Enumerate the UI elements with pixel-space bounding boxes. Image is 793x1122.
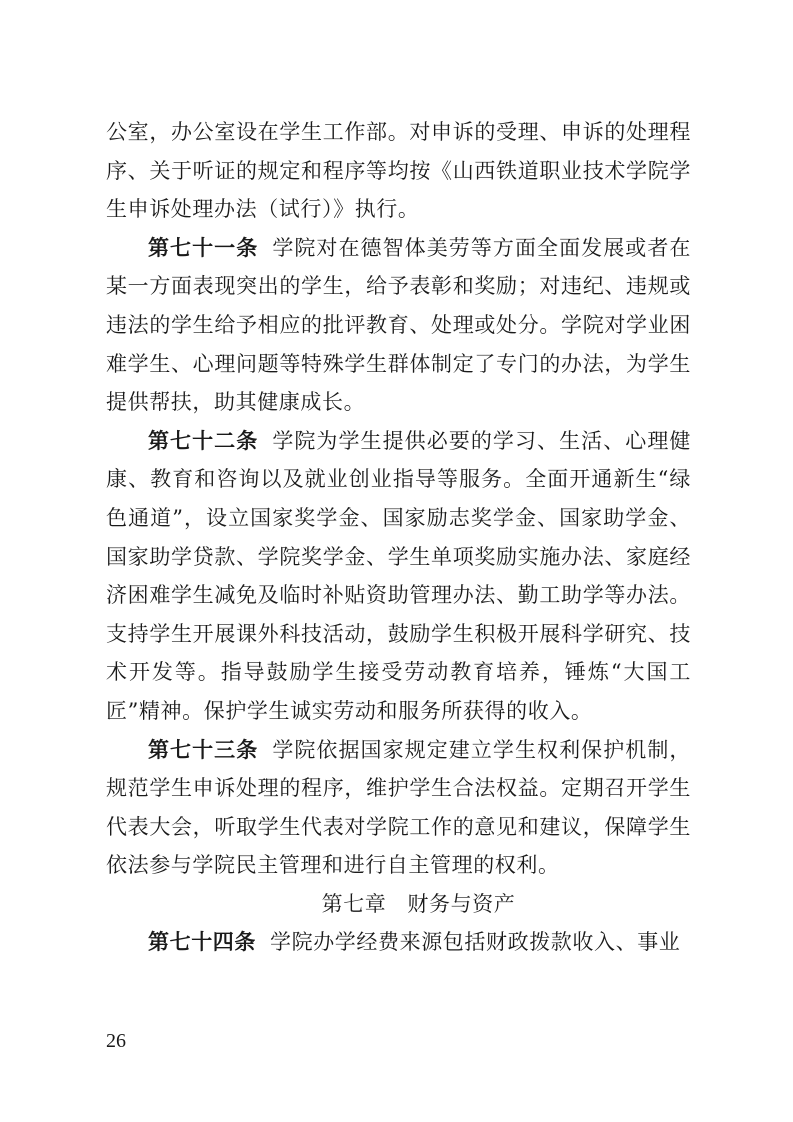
- page-number: 26: [106, 1030, 126, 1052]
- article-72: [106, 422, 691, 731]
- chapter-title: 财务与资产: [407, 891, 516, 916]
- article-74: [106, 923, 691, 962]
- chapter-heading: [106, 885, 691, 924]
- chapter-number: 第七章: [321, 891, 387, 916]
- article-text: 学院依据国家规定建立学生权利保护机制，规范学生申诉处理的程序，维护学生合法权益。定期召开学生代表大会，听取学生代表对学院工作的意见和建议，保障学生依法参与学院民主管理和进行自主管理的权利。: [106, 737, 692, 878]
- article-text: 学院办学经费来源包括财政拨款收入、事业: [270, 930, 681, 955]
- article-heading: 第七十二条: [148, 427, 259, 453]
- paragraph-text: 公室，办公室设在学生工作部。对申诉的受理、申诉的处理程序、关于听证的规定和程序等均按《山西铁道职业技术学院学生申诉处理办法（试行）》执行。: [106, 120, 691, 222]
- article-73: [106, 731, 691, 885]
- article-heading: 第七十三条: [148, 736, 259, 762]
- page-body: [106, 113, 691, 962]
- article-text: 学院为学生提供必要的学习、生活、心理健康、教育和咨询以及就业创业指导等服务。全面开通新生“绿色通道”，设立国家奖学金、国家励志奖学金、国家助学金、国家助学贷款、学院奖学金、学生单项奖励实施办法、家庭经济困难学生减免及临时补贴资助管理办法、勤工助学等办法。支持学生开展课外科技活动，鼓励学生积极开展科学研究、技术开发等。指导鼓励学生接受劳动教育培养，锤炼“大国工匠”精神。保护学生诚实劳动和服务所获得的收入。: [106, 428, 692, 723]
- article-heading: 第七十四条: [148, 929, 256, 955]
- paragraph-continuation: [106, 113, 691, 229]
- article-heading: 第七十一条: [148, 234, 259, 260]
- article-71: [106, 229, 691, 422]
- article-text: 学院对在德智体美劳等方面全面发展或者在某一方面表现突出的学生，给予表彰和奖励；对违纪、违规或违法的学生给予相应的批评教育、处理或处分。学院对学业困难学生、心理问题等特殊学生群体制定了专门的办法，为学生提供帮扶，助其健康成长。: [106, 235, 692, 415]
